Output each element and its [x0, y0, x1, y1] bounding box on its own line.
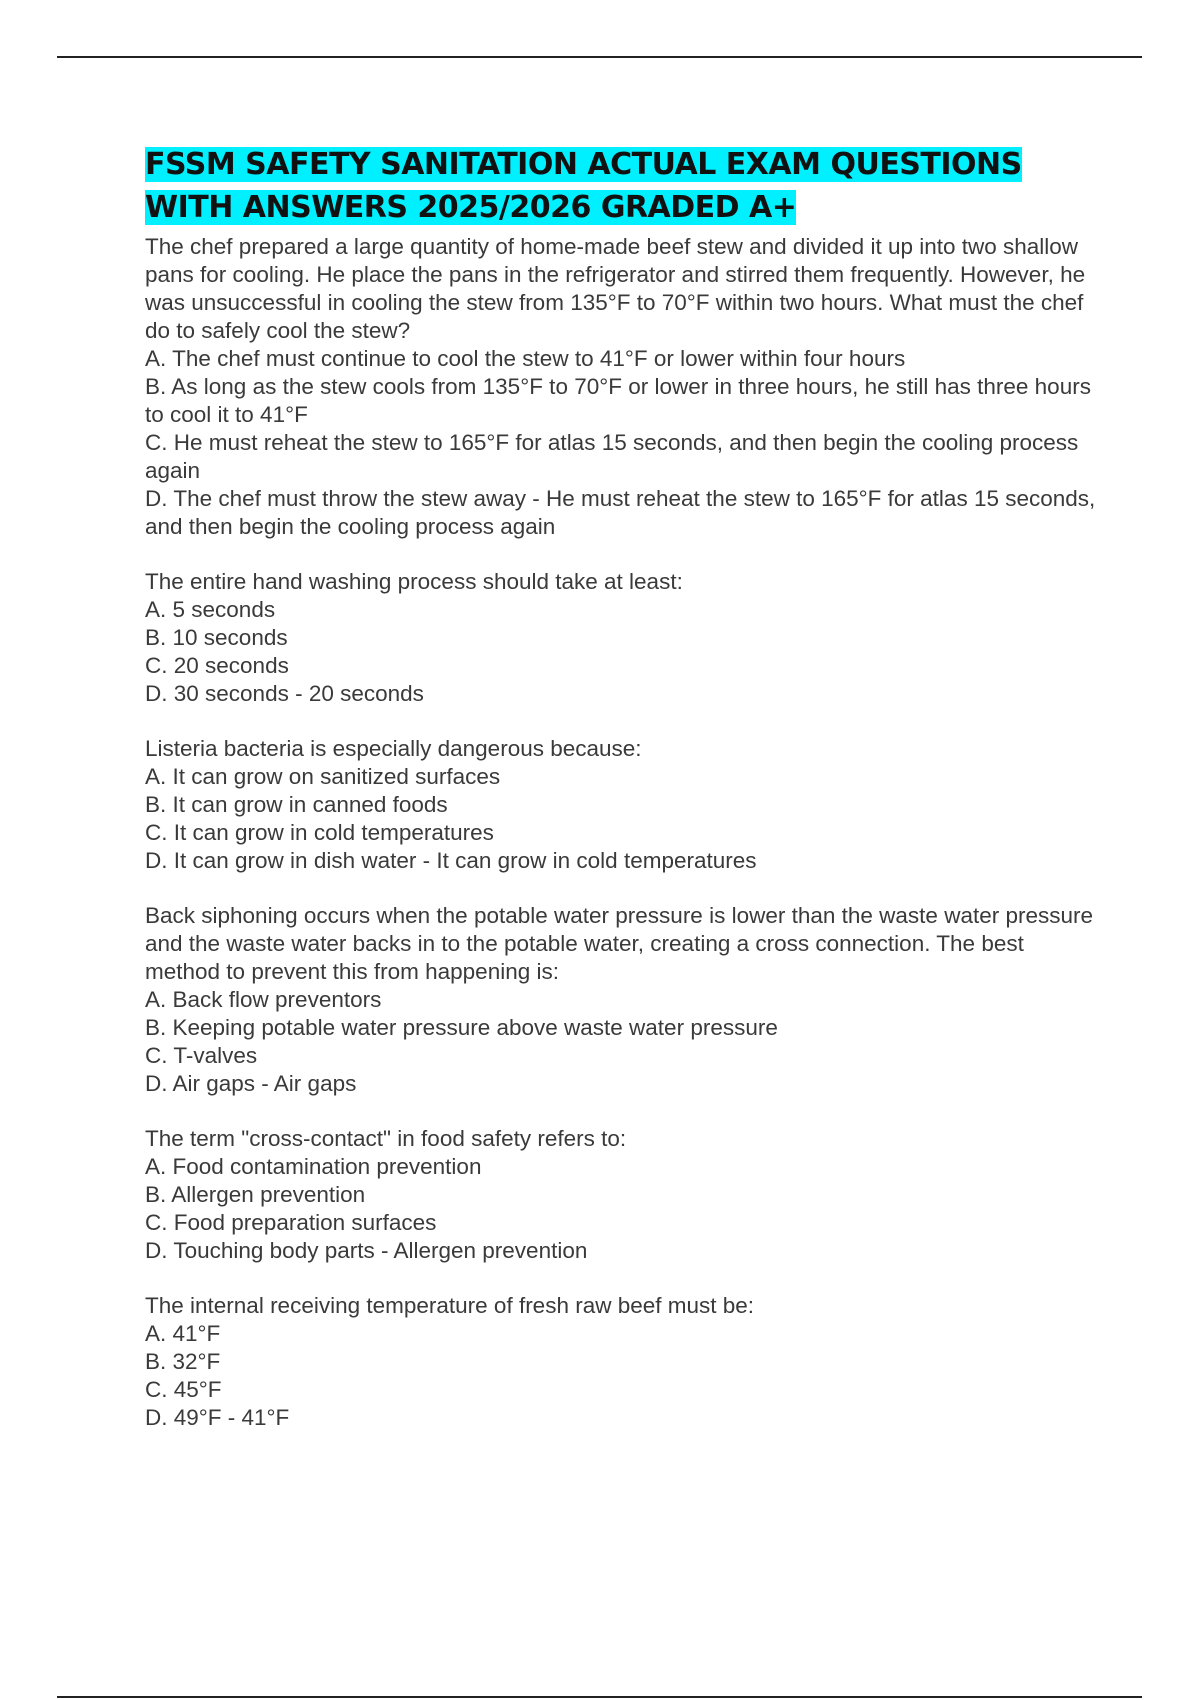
- question-block: [145, 568, 1100, 708]
- question-block: [145, 1125, 1100, 1265]
- answer-option: D. 49°F - 41°F: [145, 1405, 290, 1430]
- spacer: [145, 1098, 1100, 1125]
- spacer: [145, 708, 1100, 735]
- question-block: [145, 735, 1100, 875]
- answer-option: D. 30 seconds - 20 seconds: [145, 681, 424, 706]
- title-line-2: WITH ANSWERS 2025/2026 GRADED A+: [145, 190, 797, 225]
- question-text: The chef prepared a large quantity of home-made beef stew and divided it up into two shallow pans for cooling. He place the pans in the refrigerator and stirred them frequently. However, he was unsuccessful in cooling the stew from 135°F to 70°F within two hours. What must the chef do to safely cool the stew?: [145, 234, 1086, 343]
- question-block: [145, 1292, 1100, 1432]
- bottom-divider: [57, 1696, 1142, 1698]
- answer-option: A. Back flow preventors: [145, 987, 382, 1012]
- question-text: Listeria bacteria is especially dangerous because:: [145, 736, 642, 761]
- title-line-1: FSSM SAFETY SANITATION ACTUAL EXAM QUESTIONS: [145, 147, 1022, 182]
- answer-option: C. T-valves: [145, 1043, 258, 1068]
- answer-option: D. The chef must throw the stew away - He must reheat the stew to 165°F for atlas 15 seconds, and then begin the cooling process again: [145, 486, 1096, 539]
- document-title: [145, 143, 1100, 229]
- answer-option: C. It can grow in cold temperatures: [145, 820, 494, 845]
- answer-option: C. 20 seconds: [145, 653, 289, 678]
- question-text: The entire hand washing process should take at least:: [145, 569, 683, 594]
- answer-option: B. 32°F: [145, 1349, 221, 1374]
- answer-option: D. Air gaps - Air gaps: [145, 1071, 357, 1096]
- answer-option: B. Keeping potable water pressure above waste water pressure: [145, 1015, 778, 1040]
- spacer: [145, 541, 1100, 568]
- question-text: The term "cross-contact" in food safety refers to:: [145, 1126, 627, 1151]
- question-block: [145, 902, 1100, 1098]
- answer-option: B. Allergen prevention: [145, 1182, 366, 1207]
- answer-option: B. 10 seconds: [145, 625, 288, 650]
- answer-option: D. Touching body parts - Allergen prevention: [145, 1238, 588, 1263]
- spacer: [145, 875, 1100, 902]
- answer-option: C. Food preparation surfaces: [145, 1210, 437, 1235]
- question-text: The internal receiving temperature of fresh raw beef must be:: [145, 1293, 755, 1318]
- answer-option: C. He must reheat the stew to 165°F for atlas 15 seconds, and then begin the cooling process again: [145, 430, 1079, 483]
- answer-option: A. Food contamination prevention: [145, 1154, 482, 1179]
- answer-option: A. The chef must continue to cool the stew to 41°F or lower within four hours: [145, 346, 906, 371]
- answer-option: D. It can grow in dish water - It can grow in cold temperatures: [145, 848, 757, 873]
- top-divider: [57, 56, 1142, 58]
- answer-option: A. It can grow on sanitized surfaces: [145, 764, 501, 789]
- document-body: [145, 143, 1100, 1432]
- answer-option: A. 41°F: [145, 1321, 221, 1346]
- question-text: Back siphoning occurs when the potable water pressure is lower than the waste water pressure and the waste water backs in to the potable water, creating a cross connection. The best method to prevent this from happening is:: [145, 903, 1093, 984]
- answer-option: B. As long as the stew cools from 135°F to 70°F or lower in three hours, he still has three hours to cool it to 41°F: [145, 374, 1091, 427]
- question-block: [145, 233, 1100, 541]
- spacer: [145, 1265, 1100, 1292]
- answer-option: C. 45°F: [145, 1377, 222, 1402]
- answer-option: A. 5 seconds: [145, 597, 276, 622]
- answer-option: B. It can grow in canned foods: [145, 792, 448, 817]
